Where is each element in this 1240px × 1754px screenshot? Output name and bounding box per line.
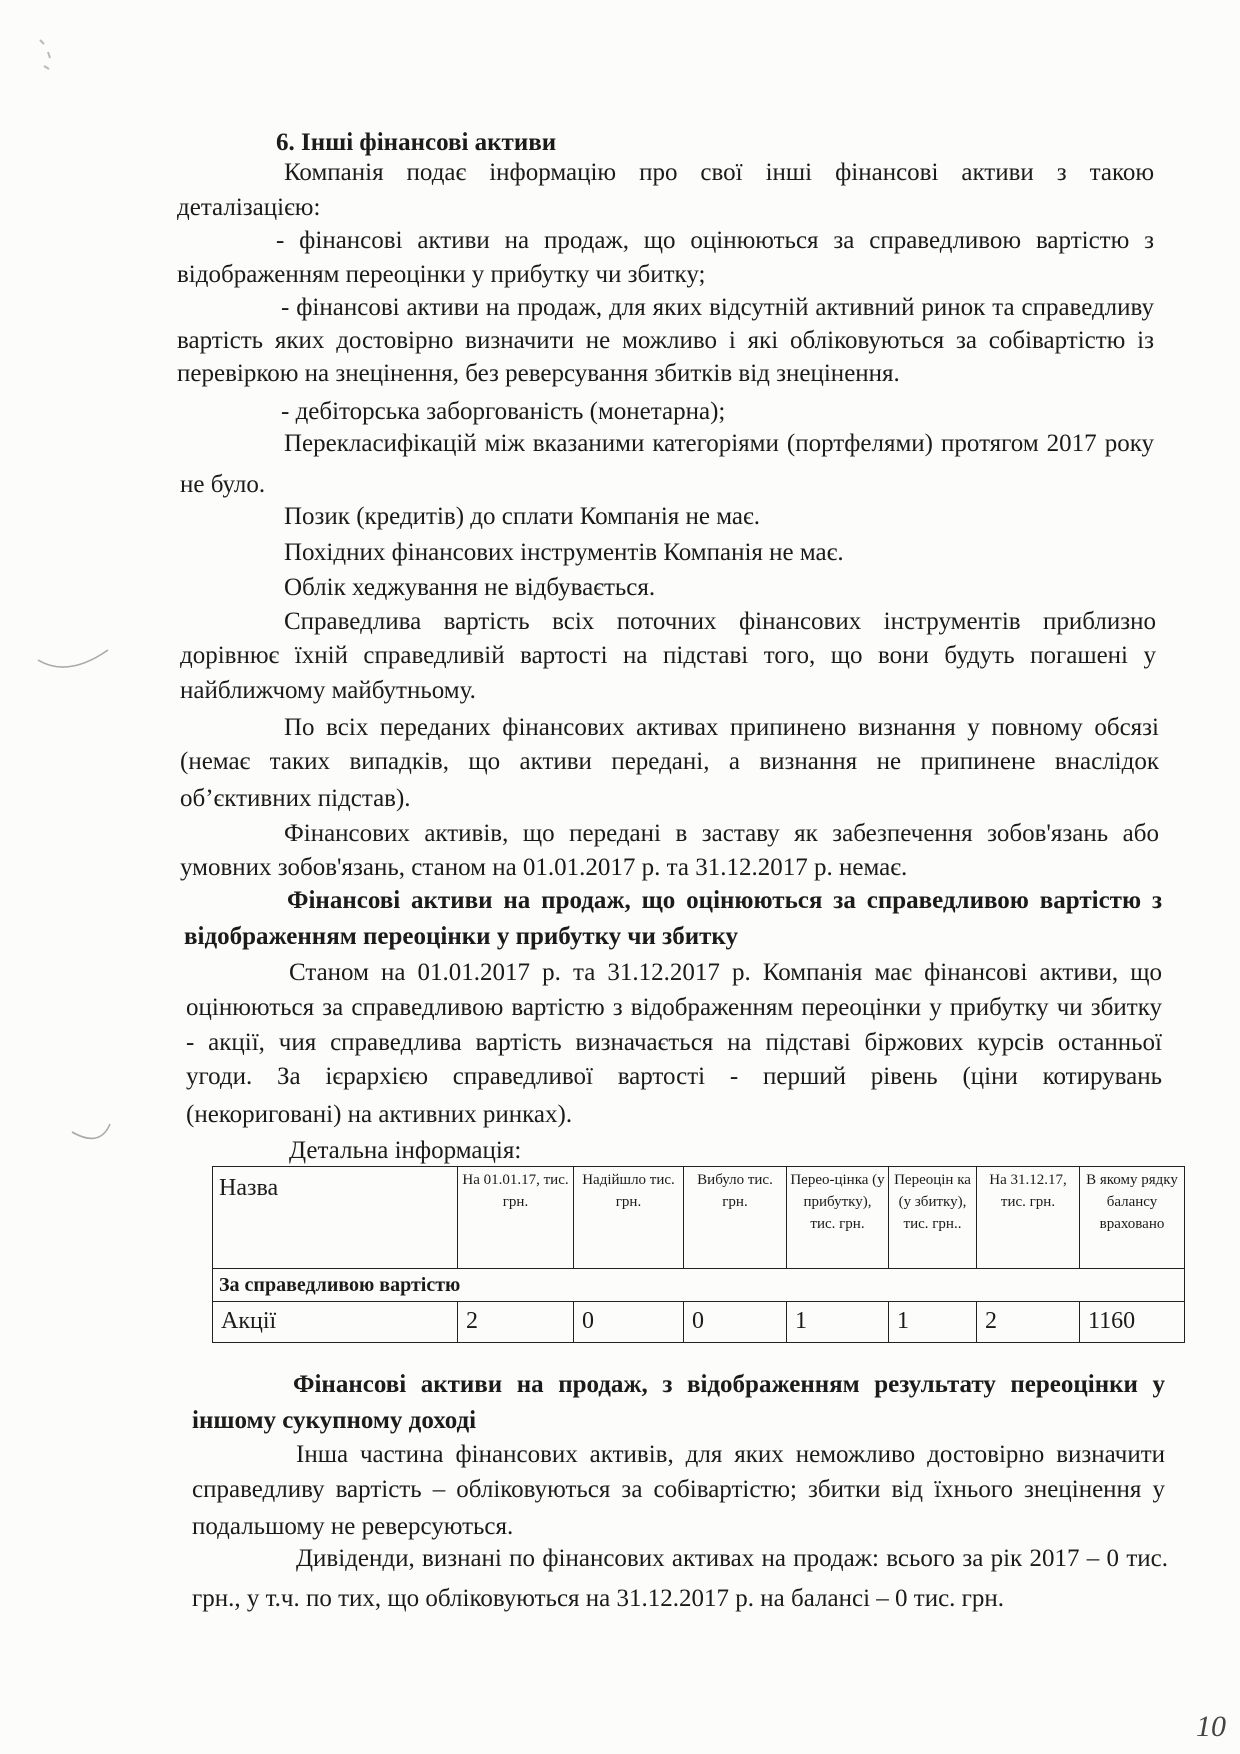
section-heading: 6. Інші фінансові активи <box>276 129 557 156</box>
table-cell: Акції <box>213 1302 458 1343</box>
table-section-row <box>213 1269 1185 1302</box>
table-cell: 0 <box>684 1302 787 1343</box>
paragraph-line: Компанія подає інформацію про свої інші фінансові активи з такою <box>284 159 1154 186</box>
paragraph-line: справедливу вартість – обліковуються за собівартістю; збитки від їхнього знецінення у <box>192 1476 1165 1503</box>
scan-artifact-marks <box>0 0 140 1754</box>
paragraph-line: По всіх переданих фінансових активах припинено визнання у повному обсязі <box>284 714 1159 741</box>
paragraph-line: Перекласифікацій між вказаними категоріями (портфелями) протягом 2017 року <box>284 430 1154 457</box>
paragraph-line: грн., у т.ч. по тих, що обліковуються на 31.12.2017 р. на балансі – 0 тис. грн. <box>192 1585 1005 1612</box>
subsection-heading: іншому сукупному доході <box>192 1407 477 1434</box>
column-header: На 31.12.17, тис. грн. <box>977 1167 1080 1269</box>
subsection-heading: Фінансові активи на продаж, з відображенням результату переоцінки у <box>293 1371 1165 1398</box>
paragraph-line: Станом на 01.01.2017 р. та 31.12.2017 р. Компанія має фінансові активи, що <box>289 959 1162 986</box>
paragraph-line: - дебіторська заборгованість (монетарна); <box>281 398 726 425</box>
column-header: Переоцін ка (у збитку), тис. грн.. <box>889 1167 977 1269</box>
paragraph-line: Фінансових активів, що передані в заставу як забезпечення зобов'язань або <box>284 820 1159 847</box>
page-number: 10 <box>1196 1710 1226 1743</box>
column-header: Назва <box>213 1167 458 1269</box>
paragraph-line: угоди. За ієрархією справедливої вартості - перший рівень (ціни котирувань <box>186 1063 1162 1090</box>
section-cell: За справедливою вартістю <box>213 1269 1185 1302</box>
paragraph-line: подальшому не реверсуються. <box>192 1513 514 1540</box>
paragraph-line: оцінюються за справедливою вартістю з відображенням переоцінки у прибутку чи збитку <box>186 994 1162 1021</box>
table-cell: 1 <box>787 1302 889 1343</box>
financial-assets-table <box>212 1166 1185 1343</box>
table-cell: 1 <box>889 1302 977 1343</box>
paragraph-line: перевіркою на знецінення, без реверсування збитків від знецінення. <box>177 360 900 387</box>
paragraph-line: Дивіденди, визнані по фінансових активах на продаж: всього за рік 2017 – 0 тис. <box>296 1545 1168 1572</box>
table-row <box>213 1302 1185 1343</box>
paragraph-line: Облік хеджування не відбувається. <box>284 574 656 601</box>
table-cell: 0 <box>574 1302 684 1343</box>
paragraph-line: Похідних фінансових інструментів Компанія не має. <box>284 539 844 566</box>
table-cell: 1160 <box>1080 1302 1185 1343</box>
paragraph-line: не було. <box>180 471 266 498</box>
paragraph-line: (некориговані) на активних ринках). <box>186 1101 573 1128</box>
paragraph-line: (немає таких випадків, що активи передані, а визнання не припинене внаслідок <box>180 748 1159 775</box>
subsection-heading: відображенням переоцінки у прибутку чи збитку <box>184 923 738 950</box>
column-header: На 01.01.17, тис. грн. <box>458 1167 574 1269</box>
paragraph-line: об’єктивних підстав). <box>180 785 411 812</box>
paragraph-line: Інша частина фінансових активів, для яких неможливо достовірно визначити <box>296 1441 1165 1468</box>
column-header: Вибуло тис. грн. <box>684 1167 787 1269</box>
paragraph-line: - фінансові активи на продаж, що оцінюються за справедливою вартістю з <box>276 227 1154 254</box>
paragraph-line: умовних зобов'язань, станом на 01.01.2017 р. та 31.12.2017 р. немає. <box>180 854 908 881</box>
paragraph-line: найближчому майбутньому. <box>180 677 476 704</box>
table-header-row <box>213 1167 1185 1269</box>
column-header: В якому рядку балансу враховано <box>1080 1167 1185 1269</box>
paragraph-line: - акції, чия справедлива вартість визначається на підставі біржових курсів останньої <box>186 1029 1162 1056</box>
table-intro: Детальна інформація: <box>289 1137 522 1164</box>
paragraph-line: Справедлива вартість всіх поточних фінансових інструментів приблизно <box>284 608 1156 635</box>
table-cell: 2 <box>977 1302 1080 1343</box>
table-cell: 2 <box>458 1302 574 1343</box>
paragraph-line: Позик (кредитів) до сплати Компанія не має. <box>284 503 760 530</box>
paragraph-line: деталізацією: <box>177 194 321 221</box>
subsection-heading: Фінансові активи на продаж, що оцінюються за справедливою вартістю з <box>287 887 1162 914</box>
paragraph-line: - фінансові активи на продаж, для яких відсутній активний ринок та справедливу <box>281 294 1154 321</box>
paragraph-line: відображенням переоцінки у прибутку чи збитку; <box>177 261 706 288</box>
column-header: Перео-цінка (у прибутку), тис. грн. <box>787 1167 889 1269</box>
paragraph-line: дорівнює їхній справедливій вартості на підставі того, що вони будуть погашені у <box>180 642 1156 669</box>
column-header: Надійшло тис. грн. <box>574 1167 684 1269</box>
paragraph-line: вартість яких достовірно визначити не можливо і які обліковуються за собівартістю із <box>177 327 1154 354</box>
